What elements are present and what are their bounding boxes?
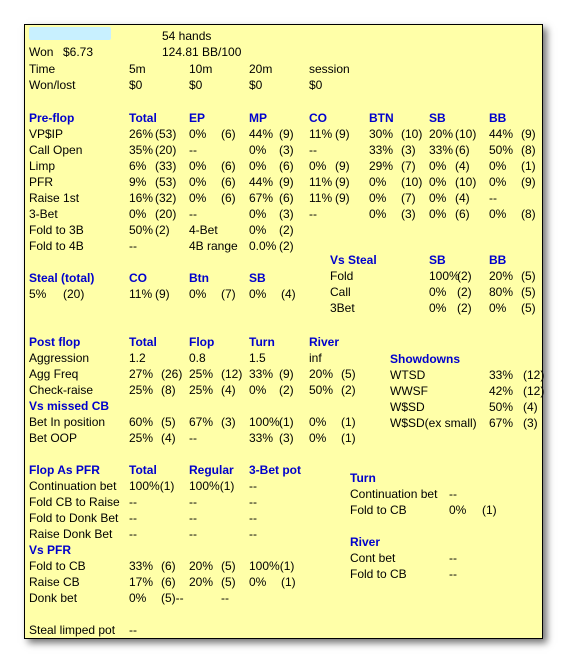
steal-cell: (7) (221, 287, 236, 301)
postflop-cell: 50% (309, 383, 334, 397)
preflop-row-label: PFR (29, 175, 53, 189)
postflop-col-turn: Turn (249, 335, 275, 349)
vs-pfr-cell: 20% (189, 575, 214, 589)
vs-pfr-cell: -- (221, 591, 229, 605)
preflop-row-label: Raise 1st (29, 191, 80, 205)
postflop-cell: inf (309, 351, 322, 365)
vs-pfr-row-label: Donk bet (29, 591, 78, 605)
preflop-cell: -- (309, 207, 317, 221)
steal-cell: (20) (63, 287, 85, 301)
preflop-row-label: Fold to 4B (29, 239, 84, 253)
flop-pfr-row-label: Raise Donk Bet (29, 527, 113, 541)
vs-pfr-cell: (5) (221, 575, 236, 589)
showdown-row-label: WWSF (390, 384, 428, 398)
won-value: $6.73 (63, 45, 94, 59)
postflop-cell: (8) (161, 383, 176, 397)
vs-steal-cell: (5) (521, 301, 536, 315)
steal-cell: 5% (29, 287, 47, 301)
postflop-cell: 25% (189, 383, 214, 397)
wonlost-10m: $0 (189, 78, 203, 92)
flop-pfr-cell: -- (249, 479, 257, 493)
preflop-cell: (6) (221, 175, 236, 189)
showdown-count: (12) (523, 384, 545, 398)
flop-pfr-cell: -- (189, 511, 197, 525)
missed-cb-heading: Vs missed CB (29, 399, 110, 413)
preflop-cell: 67% (249, 191, 274, 205)
preflop-cell: (2) (279, 223, 294, 237)
preflop-cell: 6% (129, 159, 147, 173)
missed-cb-cell: 33% (249, 431, 274, 445)
preflop-cell: 33% (369, 143, 394, 157)
preflop-cell: 4-Bet (189, 223, 218, 237)
vs-pfr-cell: 33% (129, 559, 154, 573)
preflop-cell: 0% (429, 207, 447, 221)
preflop-cell: 44% (249, 175, 274, 189)
preflop-cell: (6) (455, 207, 470, 221)
missed-cb-cell: 0% (309, 415, 327, 429)
postflop-cell: (12) (221, 367, 243, 381)
postflop-col-total: Total (129, 335, 157, 349)
vs-steal-heading: Vs Steal (330, 253, 377, 267)
missed-cb-cell: 60% (129, 415, 154, 429)
missed-cb-cell: (3) (279, 431, 294, 445)
vs-pfr-cell: (6) (161, 575, 176, 589)
preflop-cell: (33) (155, 159, 177, 173)
preflop-cell: 0% (249, 223, 267, 237)
preflop-cell: (9) (335, 127, 350, 141)
preflop-cell: (4) (455, 191, 470, 205)
steal-limped-label: Steal limped pot (29, 623, 116, 637)
preflop-cell: (7) (401, 191, 416, 205)
showdown-value: 50% (489, 400, 514, 414)
missed-cb-cell: (3) (221, 415, 236, 429)
preflop-cell: 0% (369, 191, 387, 205)
postflop-cell: 33% (249, 367, 274, 381)
vs-steal-cell: 20% (489, 269, 514, 283)
preflop-cell: 9% (129, 175, 147, 189)
preflop-cell: 30% (369, 127, 394, 141)
vs-steal-row-label: Fold (330, 269, 354, 283)
hands-count: 54 hands (162, 29, 212, 43)
wonlost-session: $0 (309, 78, 323, 92)
preflop-cell: 11% (309, 191, 333, 205)
preflop-cell: 50% (489, 143, 514, 157)
steal-col-co: CO (129, 271, 147, 285)
postflop-row-label: Agg Freq (29, 367, 79, 381)
postflop-cell: (9) (279, 367, 294, 381)
preflop-cell: 0% (429, 191, 447, 205)
preflop-cell: (9) (335, 159, 350, 173)
preflop-col-total: Total (129, 111, 157, 125)
preflop-cell: (8) (521, 143, 536, 157)
preflop-cell: (3) (401, 207, 416, 221)
flop-pfr-col: 3-Bet pot (249, 463, 301, 477)
showdown-row-label: W$SD(ex small) (390, 416, 477, 430)
showdown-row-label: W$SD (390, 400, 425, 414)
preflop-cell: 33% (429, 143, 454, 157)
vs-pfr-cell: 0% (129, 591, 147, 605)
steal-cell: (4) (281, 287, 296, 301)
preflop-cell: 35% (129, 143, 154, 157)
missed-cb-cell: (1) (341, 415, 356, 429)
vs-pfr-cell: 20% (189, 559, 214, 573)
preflop-cell: (9) (335, 175, 350, 189)
preflop-cell: 0% (189, 191, 207, 205)
vs-pfr-cell: 17% (129, 575, 154, 589)
flop-pfr-col: Regular (189, 463, 234, 477)
preflop-cell: (3) (401, 143, 416, 157)
preflop-cell: 0% (189, 127, 207, 141)
wonlost-5m: $0 (129, 78, 143, 92)
preflop-cell: 0% (309, 159, 327, 173)
missed-cb-cell: 25% (129, 431, 154, 445)
postflop-row-label: Check-raise (29, 383, 94, 397)
vs-steal-cell: 0% (489, 301, 507, 315)
flop-pfr-cell: -- (189, 495, 197, 509)
turn-row-label: Continuation bet (350, 487, 438, 501)
preflop-cell: 0% (429, 175, 447, 189)
missed-cb-cell: 0% (309, 431, 327, 445)
time-10m: 10m (189, 62, 213, 76)
preflop-cell: (9) (335, 191, 350, 205)
vs-pfr-cell: (5) (221, 559, 236, 573)
preflop-cell: 0% (249, 143, 267, 157)
preflop-cell: 0% (429, 159, 447, 173)
river-cell: -- (449, 567, 457, 581)
preflop-cell: (6) (221, 159, 236, 173)
flop-pfr-cell: -- (249, 527, 257, 541)
preflop-row-label: 3-Bet (29, 207, 58, 221)
vs-steal-cell: (2) (457, 269, 472, 283)
preflop-cell: (10) (455, 175, 477, 189)
vs-steal-cell: (5) (521, 285, 536, 299)
preflop-cell: (10) (455, 127, 477, 141)
preflop-cell: 0% (489, 207, 507, 221)
preflop-cell: 0% (249, 207, 267, 221)
postflop-cell: 1.5 (249, 351, 266, 365)
preflop-cell: 0% (129, 207, 147, 221)
showdown-row-label: WTSD (390, 368, 426, 382)
preflop-cell: -- (129, 239, 137, 253)
preflop-cell: 26% (129, 127, 154, 141)
vs-steal-cell: (2) (457, 301, 472, 315)
preflop-cell: (4) (455, 159, 470, 173)
showdown-count: (4) (523, 400, 538, 414)
turn-cell: (1) (482, 503, 497, 517)
vs-pfr-row-label: Fold to CB (29, 559, 86, 573)
preflop-cell: 29% (369, 159, 394, 173)
preflop-col-co: CO (309, 111, 327, 125)
missed-cb-cell: 100% (249, 415, 280, 429)
steal-cell: 0% (189, 287, 207, 301)
showdown-count: (3) (523, 416, 538, 430)
preflop-cell: (6) (279, 191, 294, 205)
preflop-cell: (2) (155, 223, 170, 237)
preflop-cell: (10) (401, 175, 423, 189)
steal-col-sb: SB (249, 271, 266, 285)
preflop-cell: (8) (521, 207, 536, 221)
vs-steal-cell: 80% (489, 285, 514, 299)
preflop-cell: -- (189, 143, 197, 157)
preflop-cell: 0% (249, 159, 267, 173)
preflop-cell: 11% (309, 175, 333, 189)
preflop-cell: (53) (155, 127, 177, 141)
flop-pfr-row-label: Continuation bet (29, 479, 117, 493)
postflop-cell: 25% (129, 383, 154, 397)
vs-pfr-heading: Vs PFR (29, 543, 72, 557)
steal-cell: 11% (129, 287, 153, 301)
showdown-value: 33% (489, 368, 514, 382)
wonlost-20m: $0 (249, 78, 263, 92)
preflop-cell: 0% (189, 175, 207, 189)
preflop-cell: (53) (155, 175, 177, 189)
postflop-cell: (5) (341, 367, 356, 381)
time-5m: 5m (129, 62, 146, 76)
preflop-row-label: VP$IP (29, 127, 64, 141)
vs-steal-cell: 0% (429, 301, 447, 315)
flop-pfr-col: Total (129, 463, 157, 477)
bb-per-100: 124.81 BB/100 (162, 45, 242, 59)
vs-steal-cell: 100% (429, 269, 460, 283)
preflop-cell: 20% (429, 127, 454, 141)
steal-cell: (9) (155, 287, 170, 301)
vs-steal-cell: (2) (457, 285, 472, 299)
missed-cb-cell: (4) (161, 431, 176, 445)
postflop-cell: (4) (221, 383, 236, 397)
preflop-cell: 11% (309, 127, 333, 141)
showdown-value: 67% (489, 416, 514, 430)
postflop-cell: 0% (249, 383, 267, 397)
postflop-cell: (2) (279, 383, 294, 397)
flop-pfr-row-label: Fold CB to Raise (29, 495, 120, 509)
preflop-row-label: Fold to 3B (29, 223, 84, 237)
flop-pfr-row-label: Fold to Donk Bet (29, 511, 119, 525)
preflop-cell: -- (309, 143, 317, 157)
preflop-cell: (2) (279, 239, 294, 253)
preflop-cell: (20) (155, 143, 177, 157)
flop-pfr-cell: -- (189, 527, 197, 541)
preflop-cell: 16% (129, 191, 154, 205)
missed-cb-cell: (5) (161, 415, 176, 429)
river-row-label: Fold to CB (350, 567, 407, 581)
preflop-cell: (9) (521, 127, 536, 141)
showdown-count: (12) (523, 368, 545, 382)
missed-cb-cell: (1) (341, 431, 356, 445)
preflop-col-btn: BTN (369, 111, 394, 125)
steal-col-btn: Btn (189, 271, 209, 285)
turn-cell: -- (449, 487, 457, 501)
flop-pfr-cell: -- (249, 495, 257, 509)
vs-steal-row-label: Call (330, 285, 351, 299)
time-20m: 20m (249, 62, 273, 76)
postflop-row-label: Aggression (29, 351, 90, 365)
missed-cb-cell: (1) (279, 415, 294, 429)
preflop-col-bb: BB (489, 111, 507, 125)
flop-pfr-cell: -- (129, 527, 137, 541)
preflop-cell: -- (489, 191, 497, 205)
preflop-cell: 0% (369, 207, 387, 221)
vs-pfr-row-label: Raise CB (29, 575, 80, 589)
won-label: Won (29, 45, 54, 59)
preflop-cell: 0% (489, 175, 507, 189)
river-heading: River (350, 535, 381, 549)
preflop-cell: (20) (155, 207, 177, 221)
turn-cell: 0% (449, 503, 467, 517)
vs-steal-cell: 0% (429, 285, 447, 299)
preflop-cell: 0% (489, 159, 507, 173)
flop-pfr-heading: Flop As PFR (29, 463, 100, 477)
preflop-cell: (6) (455, 143, 470, 157)
showdown-value: 42% (489, 384, 514, 398)
preflop-cell: (32) (155, 191, 177, 205)
player-stats-popup (24, 24, 543, 639)
missed-cb-row-label: Bet In position (29, 415, 106, 429)
time-session: session (309, 62, 350, 76)
vs-steal-cell: (5) (521, 269, 536, 283)
postflop-cell: 25% (189, 367, 214, 381)
vs-steal-col-sb: SB (429, 253, 446, 267)
preflop-cell: (3) (279, 207, 294, 221)
turn-row-label: Fold to CB (350, 503, 407, 517)
preflop-col-sb: SB (429, 111, 446, 125)
flop-pfr-cell: -- (249, 511, 257, 525)
preflop-cell: (6) (221, 127, 236, 141)
river-row-label: Cont bet (350, 551, 396, 565)
preflop-cell: (3) (279, 143, 294, 157)
preflop-row-label: Limp (29, 159, 56, 173)
vs-pfr-cell: 0% (249, 575, 267, 589)
vs-steal-col-bb: BB (489, 253, 507, 267)
flop-pfr-cell: 100%(1) (129, 479, 175, 493)
missed-cb-cell: -- (189, 431, 197, 445)
postflop-cell: 20% (309, 367, 334, 381)
player-name-redacted (29, 27, 111, 40)
preflop-cell: -- (189, 207, 197, 221)
preflop-heading: Pre-flop (29, 111, 75, 125)
steal-cell: 0% (249, 287, 267, 301)
river-cell: -- (449, 551, 457, 565)
steal-heading: Steal (total) (29, 271, 95, 285)
preflop-cell: 44% (489, 127, 514, 141)
postflop-cell: 27% (129, 367, 154, 381)
postflop-cell: (26) (161, 367, 183, 381)
preflop-col-ep: EP (189, 111, 206, 125)
postflop-col-river: River (309, 335, 340, 349)
showdowns-heading: Showdowns (390, 352, 460, 366)
vs-steal-row-label: 3Bet (330, 301, 355, 315)
preflop-cell: (7) (401, 159, 416, 173)
vs-pfr-cell: (5)-- (161, 591, 184, 605)
flop-pfr-cell: -- (129, 495, 137, 509)
preflop-cell: (9) (521, 175, 536, 189)
preflop-cell: (6) (279, 159, 294, 173)
preflop-col-mp: MP (249, 111, 267, 125)
vs-pfr-cell: (1) (281, 575, 296, 589)
preflop-cell: 0.0% (249, 239, 277, 253)
missed-cb-cell: 67% (189, 415, 214, 429)
turn-heading: Turn (350, 471, 376, 485)
postflop-cell: (2) (341, 383, 356, 397)
preflop-cell: (1) (521, 159, 536, 173)
preflop-cell: (9) (279, 175, 294, 189)
preflop-cell: 50% (129, 223, 154, 237)
preflop-cell: (9) (279, 127, 294, 141)
postflop-heading: Post flop (29, 335, 81, 349)
preflop-cell: 44% (249, 127, 274, 141)
wonlost-label: Won/lost (29, 78, 76, 92)
postflop-col-flop: Flop (189, 335, 215, 349)
preflop-cell: (10) (401, 127, 423, 141)
preflop-cell: 0% (189, 159, 207, 173)
missed-cb-row-label: Bet OOP (29, 431, 78, 445)
time-label: Time (29, 62, 56, 76)
preflop-cell: (6) (221, 191, 236, 205)
postflop-cell: 0.8 (189, 351, 206, 365)
postflop-cell: 1.2 (129, 351, 146, 365)
preflop-cell: 0% (369, 175, 387, 189)
vs-pfr-cell: 100%(1) (249, 559, 295, 573)
steal-limped-value: -- (129, 623, 137, 637)
vs-pfr-cell: (6) (161, 559, 176, 573)
preflop-cell: 4B range (189, 239, 238, 253)
flop-pfr-cell: -- (129, 511, 137, 525)
flop-pfr-cell: 100%(1) (189, 479, 235, 493)
preflop-row-label: Call Open (29, 143, 83, 157)
